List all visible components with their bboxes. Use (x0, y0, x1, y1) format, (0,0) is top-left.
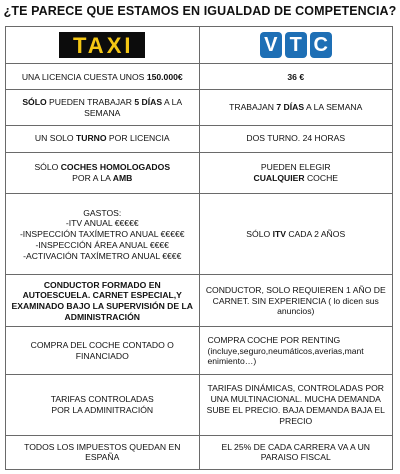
taxi-header-cell (6, 27, 200, 64)
taxi-logo: TAXI (59, 32, 145, 58)
page-title: ¿TE PARECE QUE ESTAMOS EN IGUALDAD DE COMPETENCIA? (3, 4, 397, 18)
table-row (6, 90, 393, 125)
taxi-cell: TODOS LOS IMPUESTOS QUEDAN EN ESPAÑA (6, 435, 200, 469)
table-row (6, 125, 393, 152)
taxi-cell: CONDUCTOR FORMADO EN AUTOESCUELA. CARNET ESPECIAL,Y EXAMINADO BAJO LA SUPERVISIÓN DE LA ADMINISTRACIÓN (6, 275, 200, 327)
table-row (6, 375, 393, 435)
taxi-cell: SÓLO PUEDEN TRABAJAR 5 DÍAS A LA SEMANA (6, 90, 200, 125)
expense-item: -INSPECCIÓN TAXÍMETRO ANUAL €€€€€ (19, 229, 185, 240)
table-row (6, 327, 393, 375)
table-row (6, 152, 393, 194)
expense-item: -ACTIVACIÓN TAXÍMETRO ANUAL €€€€ (23, 250, 182, 261)
vtc-cell: TRABAJAN 7 DÍAS A LA SEMANA (199, 90, 393, 125)
taxi-cell: UNA LICENCIA CUESTA UNOS 150.000€ (6, 64, 200, 90)
vtc-logo (260, 32, 332, 58)
taxi-cell: UN SOLO TURNO POR LICENCIA (6, 125, 200, 152)
vtc-logo-letter: C (310, 32, 332, 58)
table-row (6, 435, 393, 469)
table-row (6, 275, 393, 327)
vtc-cell: TARIFAS DINÁMICAS, CONTROLADAS POR UNA MULTINACIONAL. MUCHA DEMANDA SUBE EL PRECIO. BAJA DEMANDA BAJA EL PRECIO (199, 375, 393, 435)
vtc-logo-letter: T (285, 32, 307, 58)
expense-item: -INSPECCIÓN ÁREA ANUAL €€€€ (35, 239, 169, 250)
vtc-cell: EL 25% DE CADA CARRERA VA A UN PARAISO FISCAL (199, 435, 393, 469)
table-row (6, 194, 393, 275)
vtc-header-cell (199, 27, 393, 64)
vtc-cell: PUEDEN ELEGIR CUALQUIER COCHE (199, 152, 393, 194)
expense-item: -ITV ANUAL €€€€€ (65, 218, 139, 229)
expenses-heading: GASTOS: (83, 207, 122, 218)
vtc-logo-letter: V (260, 32, 282, 58)
vtc-cell: COMPRA COCHE POR RENTING (incluye,seguro,neumáticos,averias,mant enimiento…) (199, 327, 393, 375)
taxi-cell: TARIFAS CONTROLADAS POR LA ADMINITRACIÓN (6, 375, 200, 435)
vtc-cell: DOS TURNO. 24 HORAS (199, 125, 393, 152)
taxi-cell: COMPRA DEL COCHE CONTADO O FINANCIADO (6, 327, 200, 375)
vtc-cell: SÓLO ITV CADA 2 AÑOS (199, 194, 393, 275)
table-row (6, 64, 393, 90)
taxi-cell (6, 194, 200, 275)
logo-row (6, 27, 393, 64)
vtc-cell: 36 € (199, 64, 393, 90)
taxi-cell: SÓLO COCHES HOMOLOGADOS POR A LA AMB (6, 152, 200, 194)
comparison-table (5, 26, 393, 470)
vtc-cell: CONDUCTOR, SOLO REQUIEREN 1 AÑO DE CARNET. SIN EXPERIENCIA ( lo dicen sus anuncios) (199, 275, 393, 327)
